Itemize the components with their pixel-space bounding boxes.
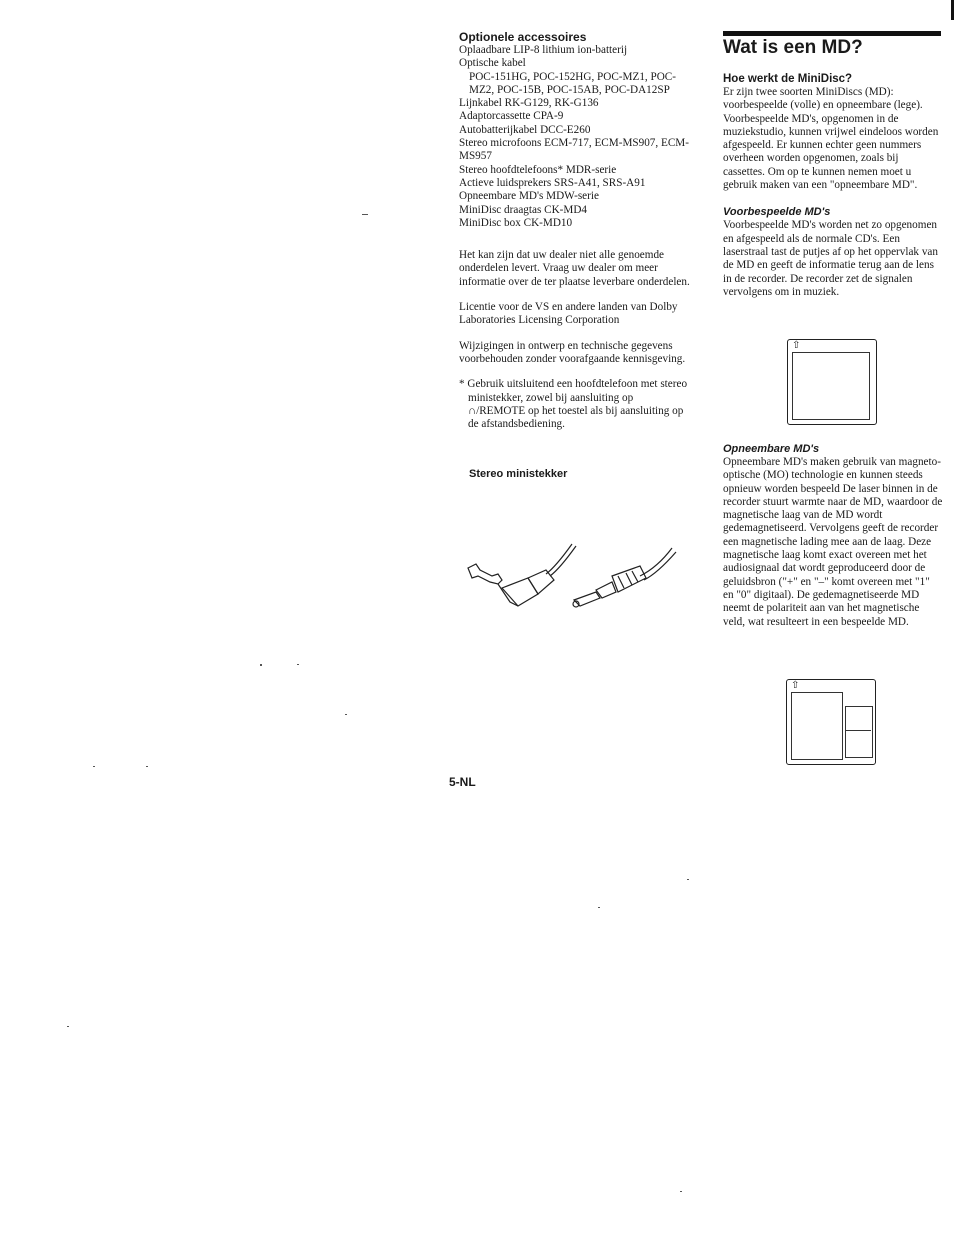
accessory-item: Oplaadbare LIP-8 lithium ion-batterij <box>459 44 628 56</box>
recordable-heading: Opneembare MD's <box>723 443 820 455</box>
write-protect-divider <box>845 730 871 731</box>
prerecorded-heading: Voorbespeelde MD's <box>723 206 831 219</box>
straight-plug-icon <box>573 548 676 607</box>
prerecorded-disc-figure <box>787 339 877 425</box>
accessory-item: Lijnkabel RK-G129, RK-G136 <box>459 97 599 110</box>
accessory-item: Opneembare MD's MDW-serie <box>459 190 599 203</box>
stereo-miniplug-illustration <box>462 540 682 620</box>
recordable-text: Opneembare MD's maken gebruik van magneto-optische (MO) technologie en kunnen steeds opnieuw worden bespeeld De laser binnen in de recorder stuurt warmte naar de MD, waardoor de magnetische laag van de MD wordt gedemagnetiseerd. Vervolgens geeft de recorder een magnetische lading mee aan de laag. Deze magnetische laag komt exact overeen met het audiosignaal dat wordt geproduceerd door de geluidsbron ("+" en "–" komt overeen met "1" en "0" digitaal). De gedemagnetiseerde MD neemt de polariteit aan van het magnetische veld, wat resulteert in een bespeelde MD. <box>723 456 943 628</box>
accessory-item: Optische kabel <box>459 57 526 70</box>
accessory-item: Autobatterijkabel DCC-E260 <box>459 123 591 136</box>
scan-speck <box>146 766 148 767</box>
scan-speck <box>297 664 299 665</box>
angled-plug-icon <box>468 544 576 606</box>
recordable-disc-figure <box>786 679 876 765</box>
accessory-item: Actieve luidsprekers SRS-A41, SRS-A91 <box>459 176 646 189</box>
title-rule <box>723 31 941 36</box>
accessory-item: Stereo microfoons ECM-717, ECM-MS907, ECM-MS957 <box>459 137 689 163</box>
accessories-title: Optionele accessoires <box>459 30 587 44</box>
dealer-note: Het kan zijn dat uw dealer niet alle genoemde onderdelen levert. Vraag uw dealer om meer informatie over de ter plaatse leverbare onderdelen. <box>459 249 690 288</box>
plug-label: Stereo ministekker <box>469 468 568 481</box>
disc-window <box>792 352 870 420</box>
page-title: Wat is een MD? <box>723 37 863 58</box>
scan-speck <box>67 1026 69 1027</box>
accessory-item: MiniDisc draagtas CK-MD4 <box>459 203 588 216</box>
scan-speck <box>687 879 689 880</box>
accessory-item: POC-151HG, POC-152HG, POC-MZ1, POC-MZ2, POC-15B, POC-15AB, POC-DA12SP <box>469 70 676 96</box>
prerecorded-text: Voorbespeelde MD's worden net zo opgenomen en afgespeeld als de normale CD's. Een laserstraal tast de putjes af op het oppervlak van de MD en geeft de informatie terug aan de lens in de recorder. De recorder zet de signalen vervolgens om in muziek. <box>723 219 938 298</box>
recordable-section <box>723 443 943 629</box>
write-protect-tab <box>845 706 873 758</box>
how-heading: Hoe werkt de MiniDisc? <box>723 73 853 85</box>
accessory-item: MiniDisc box CK-MD10 <box>459 216 573 229</box>
left-column <box>459 30 691 481</box>
accessory-item: Stereo hoofdtelefoons* MDR-serie <box>459 163 617 176</box>
scan-speck <box>362 214 368 215</box>
page-number: 5-NL <box>449 775 476 789</box>
scan-speck <box>345 714 347 715</box>
scan-speck <box>680 1191 682 1192</box>
accessories-list <box>459 44 691 230</box>
changes-note: Wijzigingen in ontwerp en technische gegevens voorbehouden zonder voorafgaande kennisgeving. <box>459 339 686 365</box>
arrow-up-icon: ⇧ <box>791 680 800 691</box>
how-text: Er zijn twee soorten MiniDiscs (MD): voorbespeelde (volle) en opneembare (lege). Voorbespeelde MD's, opgenomen in de muziekstudio, kunnen vrijwel eindeloos worden afgespeeld. Er kunnen echter geen nummers overheen worden opgenomen, zoals bij cassettes. Om op te kunnen nemen moet u gebruik maken van een "opneembare MD". <box>723 86 939 192</box>
arrow-up-icon: ⇧ <box>792 340 801 351</box>
scan-speck <box>260 664 262 666</box>
scan-speck <box>598 907 600 908</box>
right-column <box>723 72 943 299</box>
scan-speck <box>93 766 95 767</box>
license-note: Licentie voor de VS en andere landen van Dolby Laboratories Licensing Corporation <box>459 301 678 327</box>
headphone-footnote: * Gebruik uitsluitend een hoofdtelefoon met stereo ministekker, zowel bij aansluiting op ∩/REMOTE op het toestel als bij aansluiting op de afstandsbediening. <box>459 378 688 431</box>
disc-window <box>791 692 843 760</box>
accessory-item: Adaptorcassette CPA-9 <box>459 110 564 123</box>
